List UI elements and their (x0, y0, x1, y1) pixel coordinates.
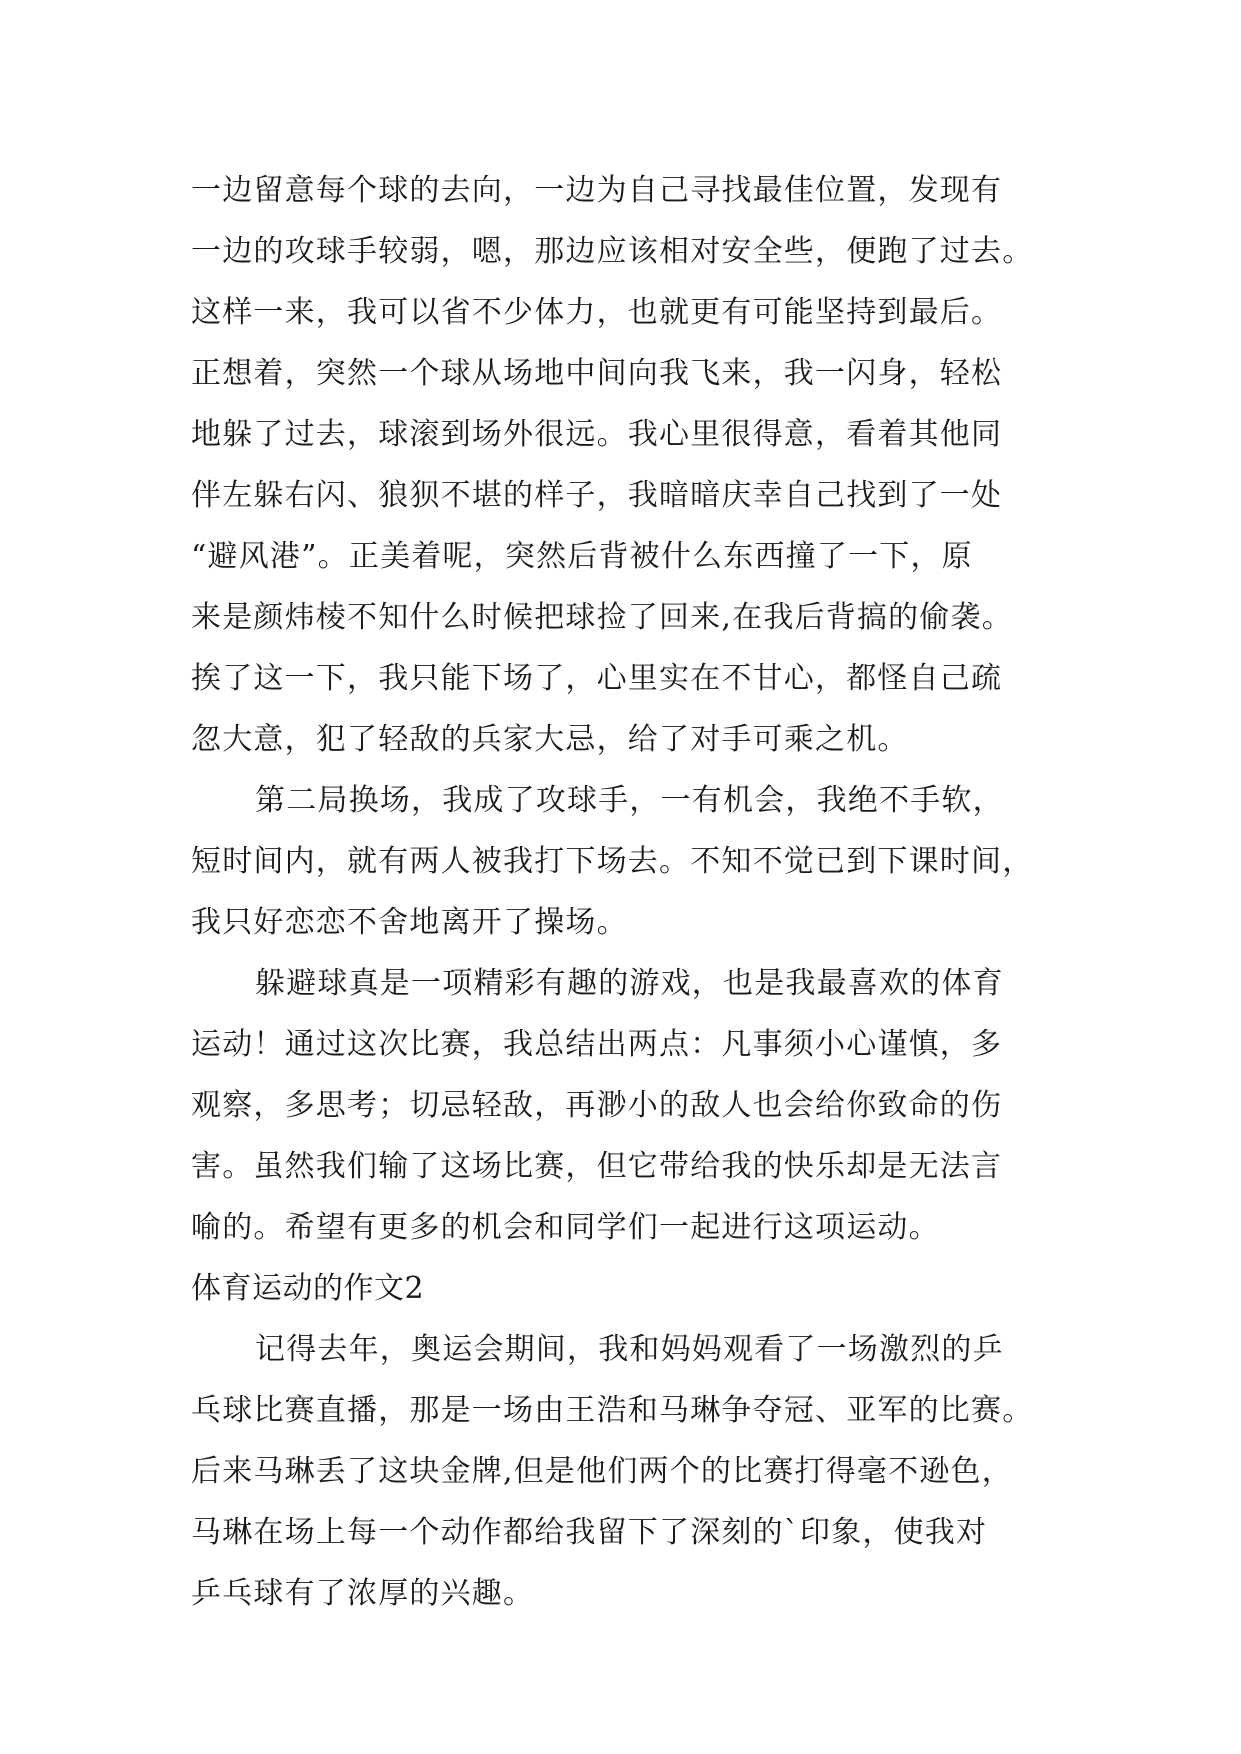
text-line: 乒乓球有了浓厚的兴趣。 (191, 1576, 535, 1611)
text-line: 短时间内，就有两人被我打下场去。不知不觉已到下课时间， (191, 844, 1034, 879)
text-line: 这样一来，我可以省不少体力，也就更有可能坚持到最后。 (191, 295, 1003, 330)
text-line: 一边的攻球手较弱，嗯，那边应该相对安全些，便跑了过去。 (191, 234, 1034, 269)
paragraph-first-line: 记得去年，奥运会期间，我和妈妈观看了一场激烈的乒 (255, 1332, 1004, 1367)
text-line: 观察，多思考；切忌轻敌，再渺小的敌人也会给你致命的伤 (191, 1088, 1003, 1123)
text-line: 害。虽然我们输了这场比赛，但它带给我的快乐却是无法言 (191, 1149, 1003, 1184)
text-line: “避风港”。正美着呢，突然后背被什么东西撞了一下，原 (191, 539, 973, 574)
paragraph-first-line: 躲避球真是一项精彩有趣的游戏，也是我最喜欢的体育 (255, 966, 1004, 1001)
text-line: 伴左躲右闪、狼狈不堪的样子，我暗暗庆幸自己找到了一处 (191, 478, 1003, 513)
text-line: 忽大意，犯了轻敌的兵家大忌，给了对手可乘之机。 (191, 722, 909, 757)
text-line: 一边留意每个球的去向，一边为自己寻找最佳位置，发现有 (191, 173, 1003, 208)
text-line: 乓球比赛直播，那是一场由王浩和马琳争夺冠、亚军的比赛。 (191, 1393, 1034, 1428)
text-line: 我只好恋恋不舍地离开了操场。 (191, 905, 628, 940)
text-line: 地躲了过去，球滚到场外很远。我心里很得意，看着其他同 (191, 417, 1003, 452)
text-line: 后来马琳丢了这块金牌,但是他们两个的比赛打得毫不逊色， (191, 1454, 1013, 1489)
text-line: 挨了这一下，我只能下场了，心里实在不甘心，都怪自己疏 (191, 661, 1003, 696)
text-line: 来是颜炜棱不知什么时候把球捡了回来,在我后背搞的偷袭。 (191, 600, 1013, 635)
paragraph-first-line: 第二局换场，我成了攻球手，一有机会，我绝不手软， (255, 783, 1004, 818)
text-line: 喻的。希望有更多的机会和同学们一起进行这项运动。 (191, 1210, 940, 1245)
section-heading: 体育运动的作文2 (191, 1271, 425, 1306)
text-line: 运动！通过这次比赛，我总结出两点：凡事须小心谨慎，多 (191, 1027, 1003, 1062)
text-line: 正想着，突然一个球从场地中间向我飞来，我一闪身，轻松 (191, 356, 1003, 391)
text-line: 马琳在场上每一个动作都给我留下了深刻的`印象，使我对 (191, 1515, 988, 1550)
document-body (191, 160, 1071, 1624)
